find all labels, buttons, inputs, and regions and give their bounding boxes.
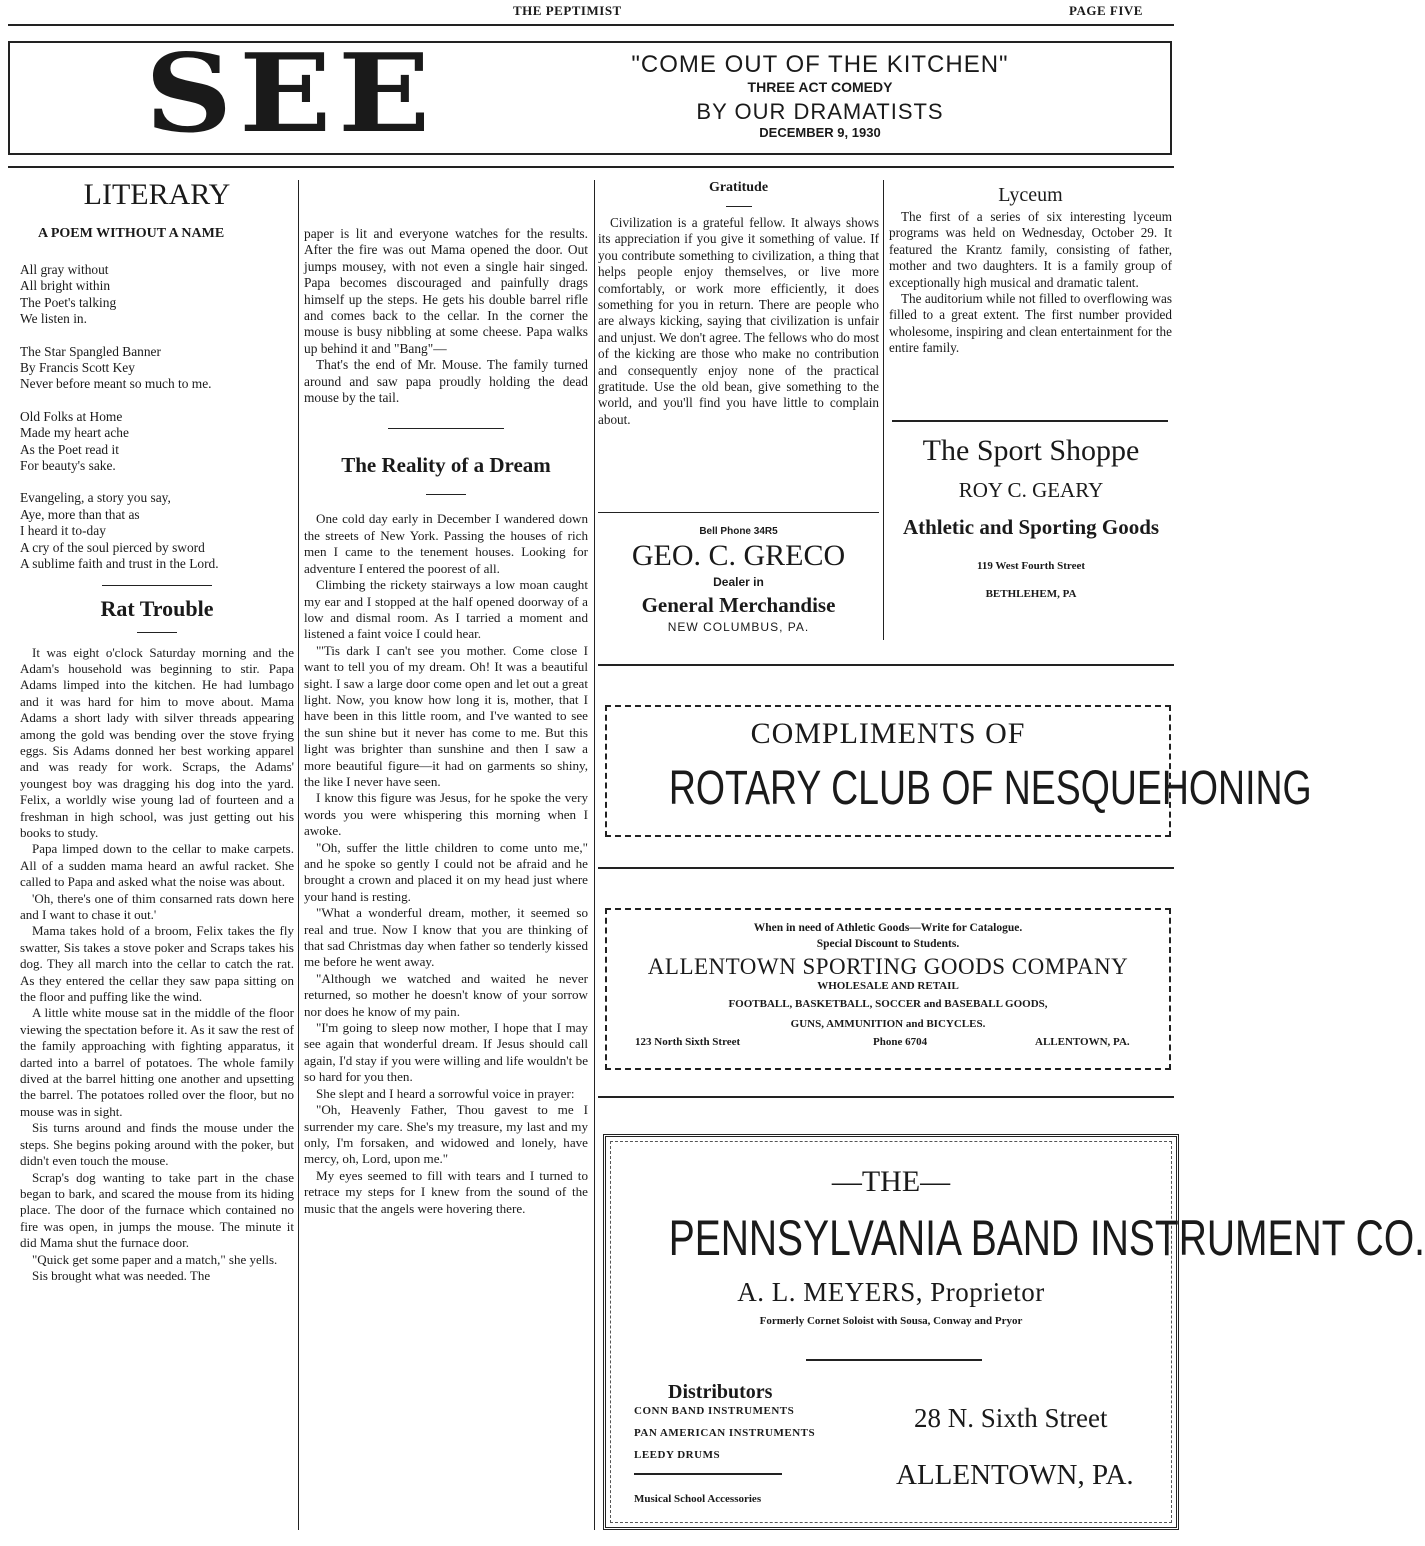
gratitude-title: Gratitude bbox=[708, 180, 769, 195]
greco-ad: Bell Phone 34R5 GEO. C. GRECO Dealer in General Merchandise NEW COLUMBUS, PA. bbox=[631, 526, 846, 634]
allentown-sporting-ad: When in need of Athletic Goods—Write for Catalogue. Special Discount to Students. ALLENTOWN SPORTING GOODS COMPANY WHOLESALE AND RETAIL FOOTBALL, BASKETBALL, SOCCER and BASEBALL GOODS, GUNS, AMMUNITION and BICYCLES. 123 North Sixth Street Phone 6704 ALLENTOWN, PA. bbox=[605, 908, 1171, 1070]
poem-title: A POEM WITHOUT A NAME bbox=[38, 226, 225, 241]
dream-body: One cold day early in December I wandered down the streets of New York. Passing the houses of rich men I came to the tenement houses. Looking for adventure I entered the poorest of all. Climbing the rickety stairways a low moan caught my ear and I stopped at the half opened doorway of a low and dismal room. As I tarried a moment and listened a faint voice I could hear. "'Tis dark I can't see you mother. Come close I want to tell you of my dream. Oh! It was a beautiful sight. I saw a large door come open and let out a great light. Now, you know how long it is, mother, that I have been in this little room, and I've wanted to see the sun shine but it never has come to me. But this light was brighter than sunshine and then I saw a more beautiful figure—it had on garments so shiny, the like I never have seen. I know this figure was Jesus, for he spoke the very words you were whispering this morning when I awoke. "Oh, suffer the little children to come unto me," and he spoke so gently I could not be afraid and he brought a crown and placed it on my head just where your hand is resting. "What a wonderful dream, mother, it seemed so real and true. Now I know that you are thinking of that sad Christmas day when father so tenderly kissed me before he went away. "Although we watched and waited he never returned, so mother he doesn't know of your sorrow nor does he know of my pain. "I'm going to sleep now mother, I hope that I may see again that wonderful dream. If Jesus should call again, I'd stay if you were willing and life wouldn't be so hard for you then. She slept and I heard a sorrowful voice in prayer: "Oh, Heavenly Father, Thou gavest to me I surrender my care. She's my treasure, my last and my only, I'm forsaken, and widowed and lonely, have mercy, oh, Lord, upon me." My eyes seemed to fill with tears and I turned to retrace my steps for I knew from the sound of the music that the angels were hovering there. bbox=[304, 511, 588, 1216]
rat-trouble-continued: paper is lit and everyone watches for the results. After the fire was out Mama opened the door. Out jumps mousey, with not even a single hair singed. Papa becomes discouraged and painfully drags himself up the steps. He gets his double barrel rifle and comes back to the cellar. In the corner the mouse is busy nibbling at some cheese. Papa walks up behind it and "Bang"— That's the end of Mr. Mouse. The family turned around and saw papa proudly holding the dead mouse by the tail. bbox=[304, 226, 588, 406]
sport-shoppe-ad: The Sport Shoppe ROY C. GEARY Athletic and Sporting Goods 119 West Fourth Street BETHLEHEM, PA bbox=[902, 434, 1160, 600]
gratitude-body: Civilization is a grateful fellow. It always shows its appreciation if you give it something of value. If you contribute something to civilization, a thing that helps people enjoy themselves, or live more comfortably, or work more efficiently, it does something for you in return. There are people who are always kicking, saying that civilization is unfair and unjust. We don't agree. The fellows who do most of the kicking are those who make no contribution and consequently enjoy none of the practical gratitude. Use the old bean, give something to the world, and you'll find you have little to complain about. bbox=[598, 215, 879, 427]
dream-title: The Reality of a Dream bbox=[341, 453, 551, 478]
rat-trouble-body: It was eight o'clock Saturday morning and the Adam's household was beginning to stir. Papa Adams limped into the kitchen. He had lumbago and it was hard for him to move about. Mama Adams a short lady with silver threads appearing among the gold was bending over the stove frying eggs. Sis Adams donned her best working apparel and was ready for work. Scraps, the Adams' youngest boy was dragging his dog into the yard. Felix, a worldly wise young lad of fourteen and a freshman in high school, was just getting out his books to study. Papa limped down to the cellar to make carpets. All of a sudden mama heard an awful racket. She called to Papa and asked what the noise was about. 'Oh, there's one of thim consarned rats down here and I want to chase it out.' Mama takes hold of a broom, Felix takes the fly swatter, Sis takes a stove poker and Scraps takes his dog. They all march into the cellar to catch the rat. As they entered the cellar they saw papa sitting on the floor and puffing like the wind. A little white mouse sat in the middle of the floor viewing the spectation before it. As it saw the rest of the family approaching with fighting apparatus, it darted into a barrel of potatoes. The whole family dived at the barrel hitting one another and upsetting the barrel. The potatoes rolled over the floor, but no mouse was in sight. Sis turns around and finds the mouse under the steps. She begins poking around with the poker, but didn't even touch the mouse. Scrap's dog wanting to take part in the chase began to bark, and scared the mouse from its hiding place. The door of the furnace which contained no fire was open, in jumps the mouse. The minute it did Mama shut the furnace door. "Quick get some paper and a match," she yells. Sis brought what was needed. The bbox=[20, 644, 294, 1283]
paper-name: THE PEPTIMIST bbox=[513, 3, 622, 18]
banner-by: BY OUR DRAMATISTS bbox=[696, 99, 944, 124]
poem: All gray without All bright within The Poet's talking We listen in. The Star Spangled Banner By Francis Scott Key Never before meant so much to me. Old Folks at Home Made my heart ache As the Poet read it For beauty's sake. Evangeling, a story you say, Aye, more than that as I heard it to-day A cry of the soul pierced by sword A sublime faith and trust in the Lord. bbox=[20, 262, 219, 572]
banner-subtitle: THREE ACT COMEDY bbox=[747, 79, 893, 95]
band-the: —THE— bbox=[831, 1165, 951, 1198]
rat-trouble-title: Rat Trouble bbox=[100, 595, 214, 621]
literary-heading: LITERARY bbox=[83, 178, 231, 211]
banner bbox=[8, 31, 1172, 157]
rotary-ad: COMPLIMENTS OF ROTARY CLUB OF NESQUEHONING bbox=[605, 705, 1171, 837]
lyceum-title: Lyceum bbox=[998, 184, 1063, 206]
see-wordmark: SEE bbox=[145, 31, 437, 157]
page-number: PAGE FIVE bbox=[1069, 3, 1143, 18]
banner-title: "COME OUT OF THE KITCHEN" bbox=[631, 51, 1009, 78]
lyceum-body: The first of a series of six interesting lyceum programs was held on Wednesday, October 29. It featured the Krantz family, consisting of father, mother and two daughters. It is a family group of exceptionally high musical and dramatic talent. The auditorium while not filled to overflowing was filled to a great extent. The first number provided wholesome, inspiring and clean entertainment for the entire family. bbox=[889, 209, 1172, 356]
banner-date: DECEMBER 9, 1930 bbox=[759, 125, 881, 140]
band-instrument-ad: —THE— PENNSYLVANIA BAND INSTRUMENT CO. A. L. MEYERS, Proprietor Formerly Cornet Soloist with Sousa, Conway and Pryor Distributors CONN BAND INSTRUMENTS PAN AMERICAN INSTRUMENTS LEEDY DRUMS Musical School Accessories 28 N. Sixth Street ALLENTOWN, PA. bbox=[603, 1134, 1179, 1530]
